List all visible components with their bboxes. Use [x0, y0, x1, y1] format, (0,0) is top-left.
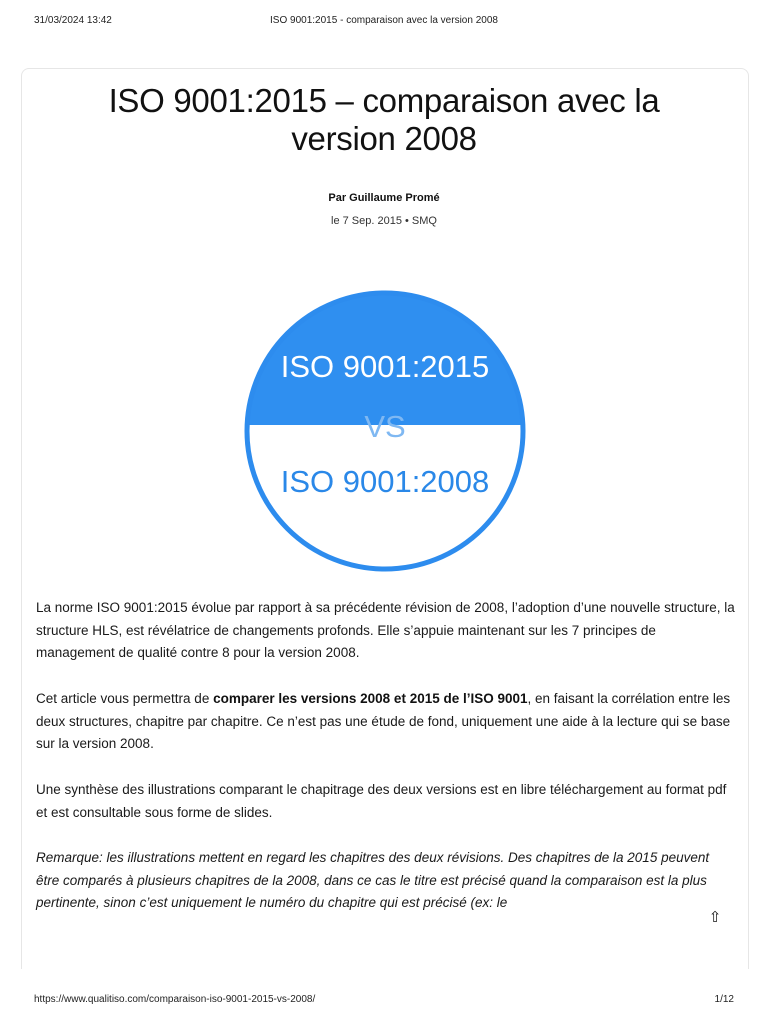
badge-bottom-text: ISO 9001:2008 — [280, 464, 490, 499]
print-doc-title: ISO 9001:2015 - comparaison avec la version 2008 — [270, 15, 498, 26]
print-header — [0, 15, 768, 31]
print-footer — [0, 994, 768, 1008]
comparison-link[interactable]: comparer les versions 2008 et 2015 de l’ISO 9001 — [213, 691, 528, 706]
paragraph-purpose-lead: Cet article vous permettra de — [36, 691, 214, 706]
scroll-to-top-button[interactable] — [707, 909, 723, 927]
print-datetime: 31/03/2024 13:42 — [34, 15, 112, 26]
paragraph-purpose-rest: , en faisant la corrélation entre les deux structures, chapitre par chapitre. Ce n’est pas une étude de fond, uniquement une aide à la lecture qui se base sur la version 2008. — [36, 691, 731, 752]
paragraph-remark: Remarque: les illustrations mettent en regard les chapitres des deux révisions. Des chapitres de la 2015 peuvent être comparés à plusieurs chapitres de la 2008, dans ce cas le titre est précisé quand la comparaison est la plus pertinente, sinon c’est uniquement le numéro du chapitre qui est précisé (ex: le — [36, 850, 710, 911]
badge-top-text: ISO 9001:2015 — [280, 349, 490, 384]
article-meta: le 7 Sep. 2015 • SMQ — [331, 215, 437, 227]
arrow-up-icon: ⇧ — [708, 909, 722, 926]
print-url: https://www.qualitiso.com/comparaison-iso-9001-2015-vs-2008/ — [34, 994, 316, 1005]
badge-vs-text: VS — [364, 409, 406, 444]
author-link[interactable]: Par Guillaume Promé — [328, 192, 440, 204]
article-title: ISO 9001:2015 – comparaison avec la version 2008 — [108, 82, 660, 157]
paragraph-synthesis: Une synthèse des illustrations comparant le chapitrage des deux versions est en libre téléchargement au format pdf et est consultable sous forme de slides. — [36, 782, 727, 820]
byline — [0, 192, 768, 204]
paragraph-intro: La norme ISO 9001:2015 évolue par rapport à sa précédente révision de 2008, l’adoption d’une nouvelle structure, la structure HLS, est révélatrice de changements profonds. Elle s’appuie maintenant sur les 7 principes de management de qualité contre 8 pour la version 2008. — [36, 600, 735, 661]
paragraph-purpose — [36, 688, 736, 756]
print-page-number: 1/12 — [714, 994, 734, 1005]
hero-badge-image — [242, 288, 528, 574]
